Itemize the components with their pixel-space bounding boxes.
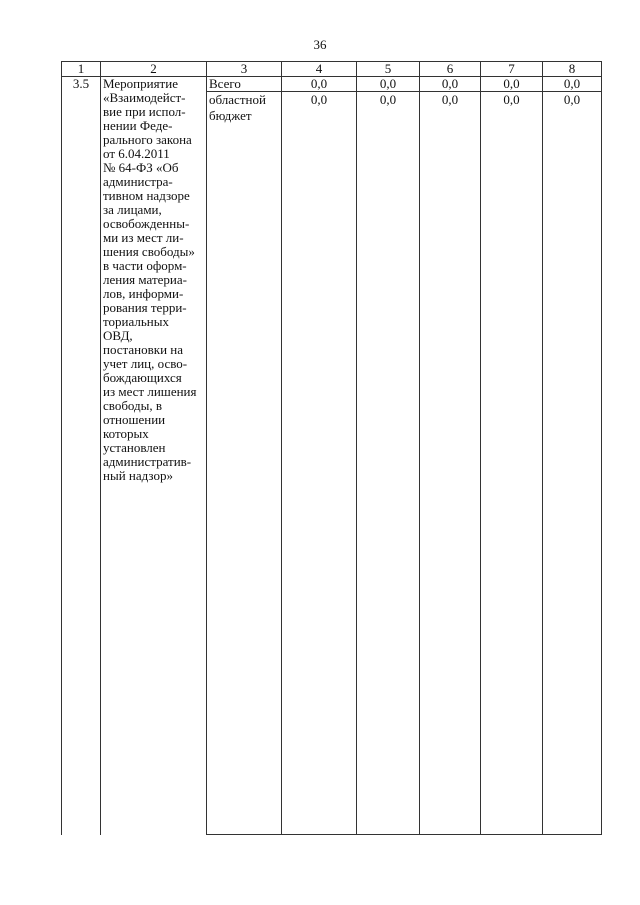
- funding-source-line: областной: [209, 92, 266, 107]
- description-line: шения свободы»: [103, 244, 195, 259]
- value-cell: 0,0: [357, 92, 420, 835]
- value-cell: 0,0: [543, 77, 602, 92]
- description-line: № 64-ФЗ «Об: [103, 160, 179, 175]
- description-line: в части оформ-: [103, 258, 187, 273]
- budget-table: [61, 61, 602, 835]
- description-line: которых: [103, 426, 149, 441]
- column-header-7: 7: [481, 62, 543, 77]
- value-cell: 0,0: [357, 77, 420, 92]
- column-header-2: 2: [101, 62, 207, 77]
- description-line: «Взаимодейст-: [103, 90, 186, 105]
- value-cell: 0,0: [282, 77, 357, 92]
- table-row-total: [62, 77, 602, 92]
- description-line: за лицами,: [103, 202, 162, 217]
- value-cell: 0,0: [543, 92, 602, 835]
- funding-source-line: бюджет: [209, 107, 252, 123]
- description-line: установлен: [103, 440, 166, 455]
- description-line: учет лиц, осво-: [103, 356, 188, 371]
- description-line: ный надзор»: [103, 468, 173, 483]
- description-line: лов, информи-: [103, 286, 184, 301]
- column-header-1: 1: [62, 62, 101, 77]
- description-line: ториальных: [103, 314, 169, 329]
- column-header-3: 3: [207, 62, 282, 77]
- description-line: вие при испол-: [103, 104, 186, 119]
- description-line: освобожденны-: [103, 216, 190, 231]
- description-line: рального закона: [103, 132, 192, 147]
- value-cell: 0,0: [282, 92, 357, 835]
- description-line: постановки на: [103, 342, 184, 357]
- description-line: административ-: [103, 454, 192, 469]
- description-line: бождающихся: [103, 370, 182, 385]
- description-line: от 6.04.2011: [103, 146, 170, 161]
- funding-source-total: Всего: [207, 77, 282, 92]
- description-line: отношении: [103, 412, 166, 427]
- description-line: ОВД,: [103, 328, 133, 343]
- description-line: ления материа-: [103, 272, 187, 287]
- row-number-cell: 3.5: [62, 77, 101, 835]
- measure-description-cell: [101, 77, 207, 835]
- description-line: нении Феде-: [103, 118, 173, 133]
- description-line: Мероприятие: [103, 76, 178, 91]
- description-line: администра-: [103, 174, 173, 189]
- value-cell: 0,0: [420, 92, 481, 835]
- column-header-6: 6: [420, 62, 481, 77]
- description-line: из мест лишения: [103, 384, 197, 399]
- value-cell: 0,0: [481, 77, 543, 92]
- description-line: свободы, в: [103, 398, 163, 413]
- value-cell: 0,0: [420, 77, 481, 92]
- description-line: тивном надзоре: [103, 188, 190, 203]
- funding-source-regional-budget: [207, 92, 282, 835]
- description-line: ми из мест ли-: [103, 230, 184, 245]
- page-number: 36: [313, 37, 327, 52]
- column-header-8: 8: [543, 62, 602, 77]
- description-line: рования терри-: [103, 300, 187, 315]
- column-header-4: 4: [282, 62, 357, 77]
- column-header-5: 5: [357, 62, 420, 77]
- table-header-row: [62, 62, 602, 77]
- value-cell: 0,0: [481, 92, 543, 835]
